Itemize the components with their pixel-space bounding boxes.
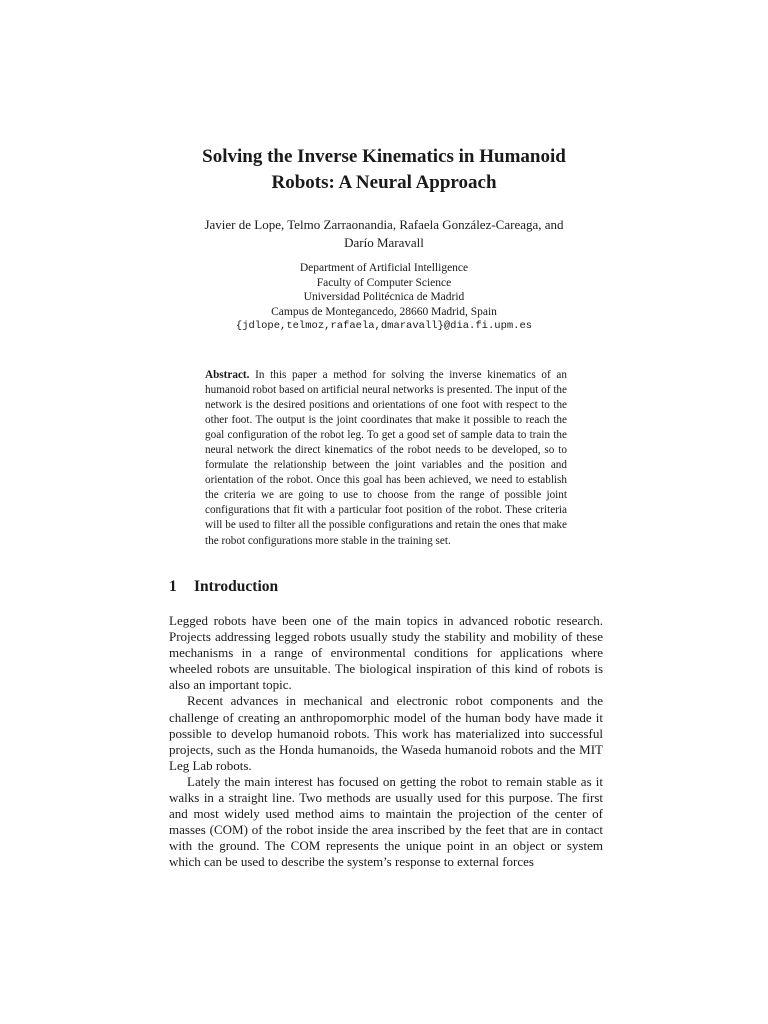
authors-line-1: Javier de Lope, Telmo Zarraonandia, Rafaela González-Careaga, and <box>204 217 564 232</box>
affiliation-university: Universidad Politécnica de Madrid <box>303 291 465 303</box>
body-paragraph: Lately the main interest has focused on getting the robot to remain stable as it walks in a straight line. Two methods are usually used for this purpose. The first and most widely used method aims to maintain the projection of the center of masses (COM) of the robot inside the area inscribed by the feet that are in contact with the ground. The COM represents the unique point in an object or system which can be used to describe the system’s response to external forces <box>169 773 603 870</box>
affiliation-faculty: Faculty of Computer Science <box>316 276 452 289</box>
abstract-label: Abstract. <box>205 369 250 381</box>
paper-title <box>120 144 648 196</box>
affiliation-block <box>120 261 648 334</box>
section-heading-introduction <box>169 578 278 596</box>
affiliation-department: Department of Artificial Intelligence <box>299 262 469 274</box>
author-emails: {jdlope,telmoz,rafaela,dmaravall}@dia.fi.upm.es <box>235 320 533 332</box>
author-list <box>120 216 648 252</box>
title-line-1: Solving the Inverse Kinematics in Humanoid <box>202 146 566 167</box>
authors-line-2: Darío Maravall <box>344 235 424 250</box>
section-number: 1 <box>169 578 177 595</box>
abstract <box>205 368 567 549</box>
body-paragraph: Recent advances in mechanical and electronic robot components and the challenge of creating an anthropomorphic model of the human body have made it possible to develop humanoid robots. This work has materialized into successful projects, such as the Honda humanoids, the Waseda humanoid robots and the MIT Leg Lab robots. <box>169 693 603 773</box>
abstract-text: In this paper a method for solving the inverse kinematics of an humanoid robot based on artificial neural networks is presented. The input of the network is the desired positions and orientations of one foot with respect to the other foot. The output is the joint coordinates that make it possible to reach the goal configuration of the robot leg. To get a good set of sample data to train the neural network the direct kinematics of the robot needs to be developed, so to formulate the relationship between the joint variables and the position and orientation of the robot. Once this goal has been achieved, we need to establish the criteria we are going to use to choose from the range of possible joint configurations that fit with a particular foot position of the robot. These criteria will be used to filter all the possible configurations and retain the ones that make the robot configurations more stable in the training set. <box>205 369 567 547</box>
introduction-body <box>169 613 603 871</box>
affiliation-address: Campus de Montegancedo, 28660 Madrid, Spain <box>271 305 497 318</box>
title-line-2: Robots: A Neural Approach <box>271 172 497 193</box>
section-title: Introduction <box>194 578 279 595</box>
body-paragraph: Legged robots have been one of the main topics in advanced robotic research. Projects addressing legged robots usually study the stability and mobility of these mechanisms in a range of environmental conditions for applications where wheeled robots are unsuitable. The biological inspiration of this kind of robots is also an important topic. <box>169 613 603 693</box>
